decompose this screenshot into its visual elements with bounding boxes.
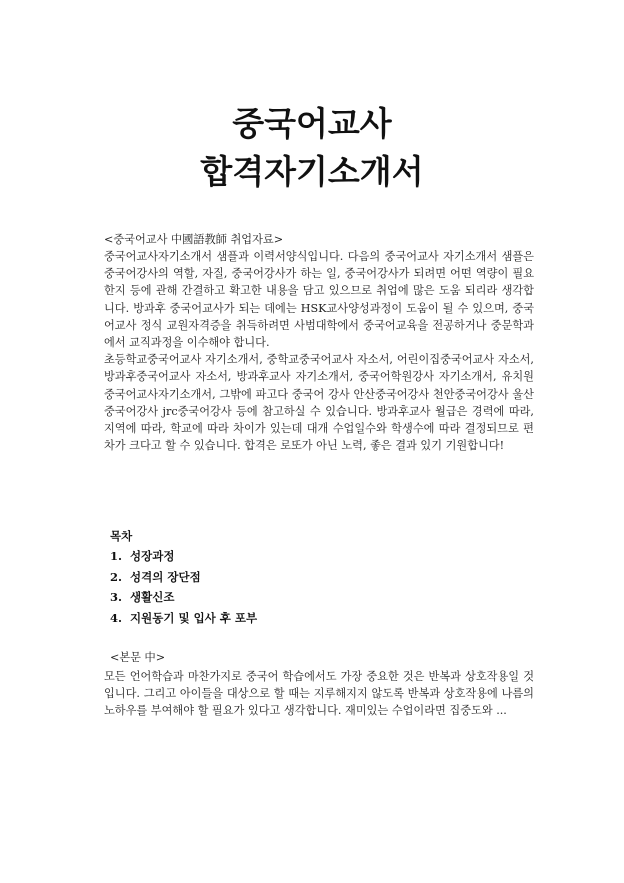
toc-item xyxy=(110,567,530,588)
body-excerpt-text: 모든 언어학습과 마찬가지로 중국어 학습에서도 가장 중요한 것은 반복과 상호작용일 것입니다. 그리고 아이들을 대상으로 할 때는 지루해지지 않도록 반복과 상호작용에 나름의 노하우를 부여해야 할 필요가 있다고 생각합니다. 재미있는 수업이라면 집중도와 ... xyxy=(104,670,534,718)
toc-heading: 목차 xyxy=(110,529,133,543)
toc-item-label: 성격의 장단점 xyxy=(130,569,201,584)
intro-paragraph: 중국어교사자기소개서 샘플과 이력서양식입니다. 다음의 중국어교사 자기소개서 샘플은 중국어강사의 역할, 자질, 중국어강사가 하는 일, 중국어강사가 되려면 어떤 역량이 필요한지 등에 관해 간결하고 확고한 내용을 담고 있으므로 취업에 많은 도움 되리라 생각합니다. 방과후 중국어교사가 되는 데에는 HSK교사양성과정이 도움이 될 수 있으며, 중국어교사 정식 교원자격증을 취득하려면 사범대학에서 중국어교육을 전공하거나 중문학과에서 교직과정을 이수해야 합니다. xyxy=(104,250,534,350)
body-excerpt-tag: <본문 中> xyxy=(110,651,166,664)
document-title-line2: 합격자기소개서 xyxy=(200,152,424,191)
table-of-contents xyxy=(110,526,530,628)
toc-item-number: 3. xyxy=(110,590,123,604)
intro-section xyxy=(104,248,534,454)
toc-item xyxy=(110,546,530,567)
toc-item-label: 생활신조 xyxy=(130,590,175,604)
intro-paragraph: 초등학교중국어교사 자기소개서, 중학교중국어교사 자소서, 어린이집중국어교사 자소서, 방과후중국어교사 자소서, 방과후교사 자기소개서, 중국어학원강사 자기소개서, 유치원 중국어교사자기소개서, 그밖에 파고다 중국어 강사 안산중국어강사 천안중국어강사 울산중국어강사 jrc중국어강사 등에 참고하실 수 있습니다. 방과후교사 월급은 경력에 따라, 지역에 따라, 학교에 따라 차이가 있는데 대개 수업일수와 학생수에 따라 결정되므로 편차가 크다고 할 수 있습니다. 합격은 로또가 아닌 노력, 좋은 결과 있기 기원합니다! xyxy=(104,353,534,453)
document-title-line1: 중국어교사 xyxy=(232,104,392,143)
toc-list xyxy=(110,546,530,628)
toc-item-number: 4. xyxy=(110,610,123,625)
toc-item-label: 지원동기 및 입사 후 포부 xyxy=(130,610,258,625)
toc-item-number: 2. xyxy=(110,569,123,584)
toc-item-label: 성장과정 xyxy=(130,549,175,563)
toc-item xyxy=(110,608,530,629)
toc-item-number: 1. xyxy=(110,549,123,563)
category-tag: <중국어교사 中國語教師 취업자료> xyxy=(104,233,284,246)
toc-item xyxy=(110,587,530,608)
